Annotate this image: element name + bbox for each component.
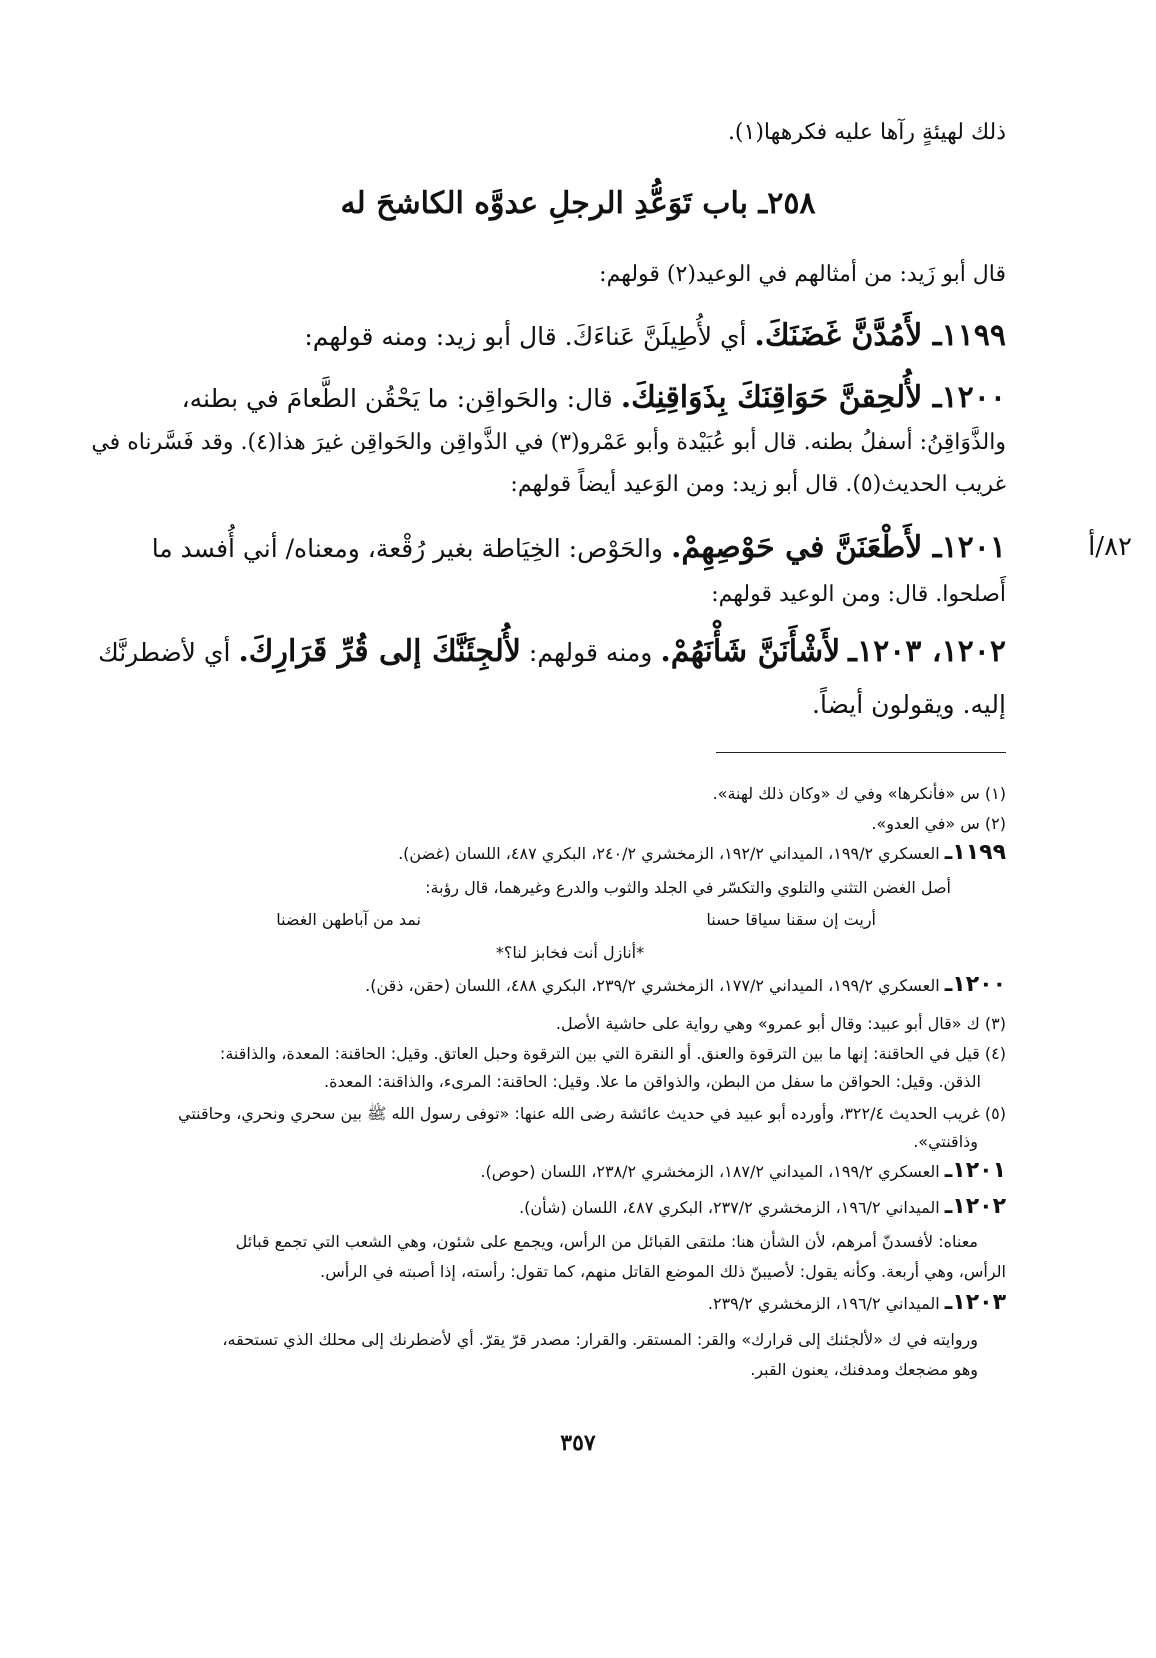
footnote-source: ١٢٠٣ـ الميداني ١٩٦/٢، الزمخشري ٢٣٩/٢. bbox=[707, 1290, 1006, 1315]
proverb-entry-1201 bbox=[152, 530, 1006, 565]
footnote: وذاقنتي». bbox=[913, 1132, 978, 1151]
footnote-source: ١١٩٩ـ العسكري ١٩٩/٢، الميداني ١٩٢/٢، الزمخشري ٢٤٠/٢، البكري ٤٨٧، اللسان (غضن). bbox=[398, 840, 1006, 865]
footnote-source: ١٢٠١ـ العسكري ١٩٩/٢، الميداني ١٨٧/٢، الزمخشري ٢٣٨/٢، اللسان (حوص). bbox=[480, 1158, 1006, 1183]
footnote-number: ١١٩٩ـ bbox=[944, 840, 1006, 865]
proverb-entry-1200 bbox=[182, 380, 1006, 415]
verse-line: *أنازل أنت فخابز لنا؟* bbox=[495, 943, 645, 962]
text-line: ذلك لهيئةٍ رآها عليه فكرهها(١). bbox=[727, 120, 1006, 145]
footnote: الرأس، وهي أربعة. وكأنه يقول: لأصيبنّ ذلك الموضع القاتل منهم، كما تقول: رأسته، إذا أصبته في الرأس. bbox=[320, 1262, 1006, 1281]
proverb-entry-1202-1203 bbox=[98, 634, 1006, 669]
footnote-number: ١٢٠٣ـ bbox=[944, 1290, 1006, 1315]
proverb-text: لأَشْأَنَنَّ شَأْنَهُمْ. bbox=[660, 634, 841, 669]
footnote-number: ١٢٠٢ـ bbox=[944, 1194, 1006, 1219]
footnote: (٢) س «في العدو». bbox=[871, 814, 1006, 833]
footnote: معناه: لأفسدنّ أمرهم، لأن الشأن هنا: ملتقى القبائل من الرأس، ويجمع على شئون، وهي الشعب التي تجمع قبائل bbox=[235, 1232, 978, 1251]
footnote: وروايته في ك «لألجئنك إلى قرارك» والقر: المستقر. والقرار: مصدر قرّ يقرّ. أي لأضطرنك إلى محلك الذي تستحقه، bbox=[222, 1330, 978, 1349]
footnote-number: ١٢٠٠ـ bbox=[944, 972, 1006, 997]
text-line: قال أبو زَيد: من أمثالهم في الوعيد(٢) قولهم: bbox=[599, 262, 1006, 287]
proverb-text: ١٢٠٠ـ لأُلحِقنَّ حَوَاقِنَكَ بِذَوَاقِنِكَ. bbox=[620, 380, 1006, 415]
proverb-explanation: أي لأُطِيلَنَّ عَناءَكَ. قال أبو زيد: ومنه قولهم: bbox=[304, 322, 747, 351]
footnote-divider bbox=[716, 752, 1006, 753]
proverb-explanation: قال: والحَواقِن: ما يَحْقُن الطَّعامَ في بطنه، bbox=[181, 384, 613, 413]
footnote-number: ١٢٠١ـ bbox=[944, 1158, 1006, 1183]
proverb-explanation: أي لأضطرنَّك bbox=[98, 638, 231, 667]
footnote: أصل الغضن التثني والتلوي والتكسّر في الجلد والثوب والدرع وغيرهما، قال رؤبة: bbox=[425, 878, 951, 897]
proverb-text: ١٢٠١ـ لأَطْعَنَنَّ في حَوْصِهِمْ. bbox=[670, 530, 1006, 565]
footnote: (٣) ك «قال أبو عبيد: وقال أبو عمرو» وهي رواية على حاشية الأصل. bbox=[555, 1014, 1006, 1033]
footnote-source: ١٢٠٠ـ العسكري ١٩٩/٢، الميداني ١٧٧/٢، الزمخشري ٢٣٩/٢، البكري ٤٨٨، اللسان (حقن، ذقن). bbox=[365, 972, 1006, 997]
page-number: ٣٥٧ bbox=[560, 1430, 596, 1456]
footnote: (٤) قيل في الحاقنة: إنها ما بين الترقوة والعنق. أو النقرة التي بين الترقوة وحبل العاتق. وقيل: الحاقنة: المعدة، والذاقنة: bbox=[219, 1044, 1006, 1063]
folio-margin-note: ٨٢/أ bbox=[1088, 532, 1132, 562]
proverb-number: ١٢٠٢، ١٢٠٣ـ bbox=[848, 634, 1006, 669]
text-line: أَصلحوا. قال: ومن الوعيد قولهم: bbox=[711, 582, 1006, 607]
text-line: غريب الحديث(٥). قال أبو زيد: ومن الوَعيد أيضاً قولهم: bbox=[510, 472, 1006, 497]
footnote: (١) س «فأنكرها» وفي ك «وكان ذلك لهنة». bbox=[712, 784, 1006, 803]
text-line: إليه. ويقولون أيضاً. bbox=[812, 690, 1006, 719]
proverb-connector: ومنه قولهم: bbox=[528, 638, 653, 667]
verse-hemistich: أريت إن سقنا سياقا حسنا bbox=[706, 910, 876, 929]
footnote-source: ١٢٠٢ـ الميداني ١٩٦/٢، الزمخشري ٢٣٧/٢، البكري ٤٨٧، اللسان (شأن). bbox=[519, 1194, 1006, 1219]
verse-hemistich: نمد من آباطهن الغضنا bbox=[276, 910, 421, 929]
footnote: وهو مضجعك ومدفنك، يعنون القبر. bbox=[750, 1360, 978, 1379]
footnote: الذقن. وقيل: الحواقن ما سفل من البطن، والذواقن ما علا. وقيل: الحاقنة: المرىء، والذاقنة: المعدة. bbox=[323, 1072, 981, 1091]
text-line: والذَّوَاقِنُ: أسفلُ بطنه. قال أبو عُبَيْدة وأبو عَمْرو(٣) في الذَّواقِن والحَواقِن غيرَ هذا(٤). وقد فَسَّرناه في bbox=[91, 430, 1006, 455]
chapter-heading: ٢٥٨ـ باب تَوَعُّدِ الرجلِ عدوَّه الكاشحَ له bbox=[340, 186, 816, 221]
proverb-text: لأُلجِئَنَّكَ إلى قُرِّ قَرَارِكَ. bbox=[238, 634, 521, 669]
proverb-text: ١١٩٩ـ لأَمُدَّنَّ غَضَنَكَ. bbox=[754, 318, 1006, 353]
footnote: (٥) غريب الحديث ٣٢٢/٤، وأورده أبو عبيد في حديث عائشة رضى الله عنها: «توفى رسول الله ﷺ بين سحري ونحري، وحاقنتي bbox=[178, 1104, 1006, 1123]
proverb-entry-1199 bbox=[304, 318, 1006, 353]
proverb-explanation: والحَوْص: الخِيَاطة بغير رُقْعة، ومعناه/ أني أُفسد ما bbox=[151, 534, 664, 563]
